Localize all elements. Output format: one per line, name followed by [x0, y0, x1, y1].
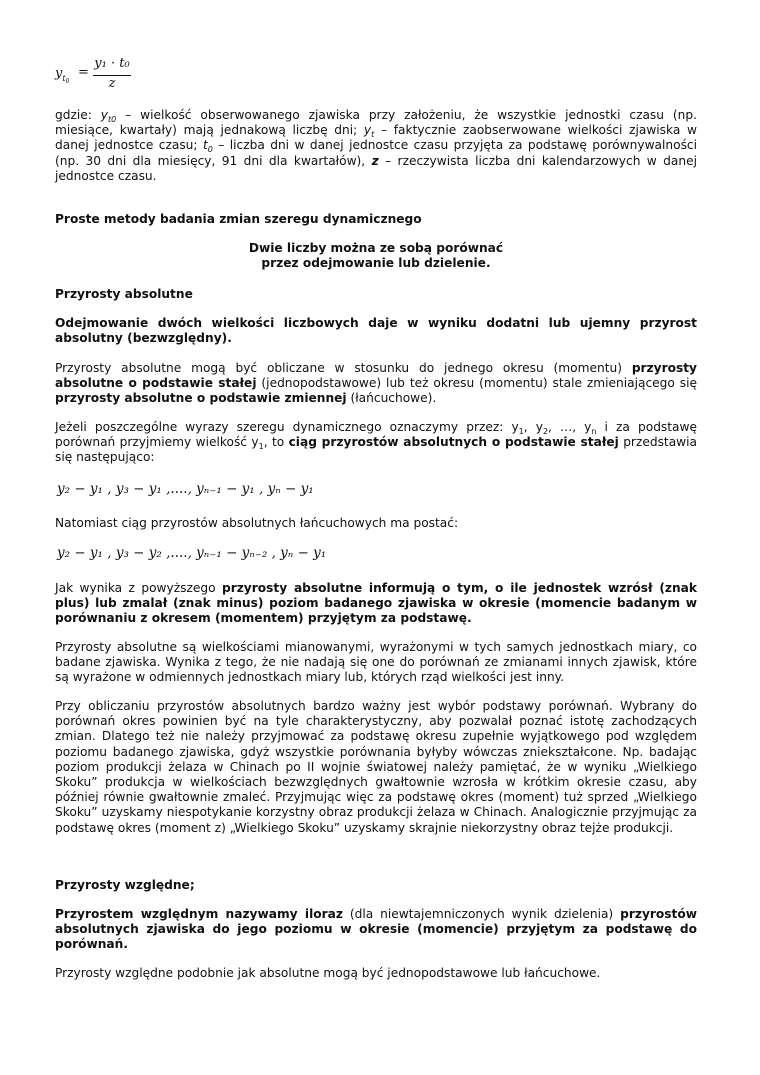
formula-lhs-subsub: 0	[65, 78, 70, 85]
legend-var-t0-sub: 0	[207, 145, 213, 155]
formula-lhs: y	[55, 66, 63, 81]
legend-var-yt: y	[363, 123, 372, 138]
formula-denominator: z	[108, 76, 116, 91]
legend-text-3: – faktycznie zaobserwowane wielkości zjawiska w danej jednostce czasu;	[55, 123, 697, 153]
formula-fixed-base: y₂ − y₁ , y₃ − y₁ ,...., yₙ₋₁ − y₁ , yₙ − y₁	[57, 481, 314, 497]
paragraph-definition-absolute: Odejmowanie dwóch wielkości liczbowych daje w wyniku dodatni lub ujemny przyrost absolutny (bezwzględny).	[55, 316, 697, 346]
formula-normalization	[55, 56, 175, 94]
paragraph-legend	[55, 108, 697, 184]
legend-var-t0: t	[202, 138, 208, 153]
paragraph-relative-types: Przyrosty względne podobnie jak absolutne mogą być jednopodstawowe lub łańcuchowe.	[55, 966, 601, 980]
centered-line-2: przez odejmowanie lub dzielenie.	[261, 256, 491, 271]
formula-equals: =	[78, 65, 89, 80]
heading-relative-increments: Przyrosty względne;	[55, 878, 195, 892]
paragraph-base-types: Przyrosty absolutne mogą być obliczane w stosunku do jednego okresu (momentu) przyrosty absolutne o podstawie stałej (jednopodstawowe) lub też okresu (momentu) stale zmieniającego się przyrosty absolutne o podstawie zmiennej (łańcuchowe).	[55, 361, 697, 406]
formula-chain-base: y₂ − y₁ , y₃ − y₂ ,...., yₙ₋₁ − yₙ₋₂ , yₙ − y₁	[57, 545, 327, 561]
paragraph-interpretation: Jak wynika z powyższego przyrosty absolutne informują o tym, o ile jednostek wzrósł (znak plus) lub zmalał (znak minus) poziom badanego zjawiska w okresie (momencie badanym w porównaniu z okresem (momentem) przyjętym za podstawę.	[55, 581, 698, 626]
legend-var-yt0: y	[100, 108, 108, 122]
paragraph-chain-intro: Natomiast ciąg przyrostów absolutnych łańcuchowych ma postać:	[55, 516, 459, 530]
paragraph-base-choice: Przy obliczaniu przyrostów absolutnych bardzo ważny jest wybór podstawy porównań. Wybrany do porównań okres powinien być na tyle charakterystyczny, aby pozwalał poznać istotę zachodzących zmian. Dlatego też nie należy przyjmować za podstawę okresu zupełnie wyjątkowego pod względem poziomu badanego zjawiska, gdyż wszystkie porównania byłyby wówczas zniekształcone. Np. badając poziom produkcji żelaza w Chinach po II wojnie światowej należy pamiętać, że w wyniku „Wielkiego Skoku” produkcja w wielkościach bezwzględnych gwałtownie wzrosła w krótkim okresie czasu, aby później równie gwałtownie zmaleć. Przyjmując więc za podstawę okres (moment) tuż sprzed „Wielkiego Skoku” uzyskamy niespotykanie korzystny obraz produkcji żelaza w Chinach. Analogicznie przyjmując za podstawę okres (moment z) „Wielkiego Skoku” uzyskamy skrajnie niekorzystny obraz tejże produkcji.	[55, 699, 697, 835]
legend-var-z: z	[371, 153, 379, 168]
heading-simple-methods: Proste metody badania zmian szeregu dynamicznego	[55, 212, 422, 226]
paragraph-units: Przyrosty absolutne są wielkościami mianowanymi, wyrażonymi w tych samych jednostkach miary, co badane zjawiska. Wynika z tego, że nie nadają się one do porównań ze zmianami innych zjawisk, które są wyrażone w odmiennych jednostkach miary lub, których rząd wielkości jest inny.	[55, 640, 697, 685]
centered-statement	[55, 241, 697, 271]
legend-var-yt-sub: t	[371, 130, 375, 140]
heading-absolute-increments: Przyrosty absolutne	[55, 287, 193, 301]
legend-var-yt0-sub: t0	[108, 115, 117, 124]
legend-text-1: gdzie:	[55, 108, 101, 122]
legend-text-4: – liczba dni w danej jednostce czasu przyjęta za podstawę porównywalności (np. 30 dni dla miesięcy, 91 dni dla kwartałów),	[55, 138, 698, 168]
centered-line-1: Dwie liczby można ze sobą porównać	[248, 241, 504, 255]
formula-lhs-sub: t	[62, 74, 66, 83]
legend-text-2: – wielkość obserwowanego zjawiska przy założeniu, że wszystkie jednostki czasu (np. miesiące, kwartały) mają jednakową liczbę dni;	[55, 108, 698, 138]
formula-numerator: y₁ · t₀	[94, 56, 130, 71]
paragraph-definition-relative: Przyrostem względnym nazywamy iloraz (dla niewtajemniczonych wynik dzielenia) przyrostów absolutnych zjawiska do jego poziomu w okresie (momencie) przyjętym za podstawę do porównań.	[55, 907, 697, 952]
legend-text-5: – rzeczywista liczba dni kalendarzowych w danej jednostce czasu.	[55, 153, 697, 183]
paragraph-series-notation: Jeżeli poszczególne wyrazy szeregu dynamicznego oznaczymy przez: $y_1$, $y_2$, …, $y_n$ i za podstawę porównań przyjmiemy wielkość $y_1$, to ciąg przyrostów absolutnych o podstawie stałej przedstawia się następująco:	[55, 420, 697, 465]
